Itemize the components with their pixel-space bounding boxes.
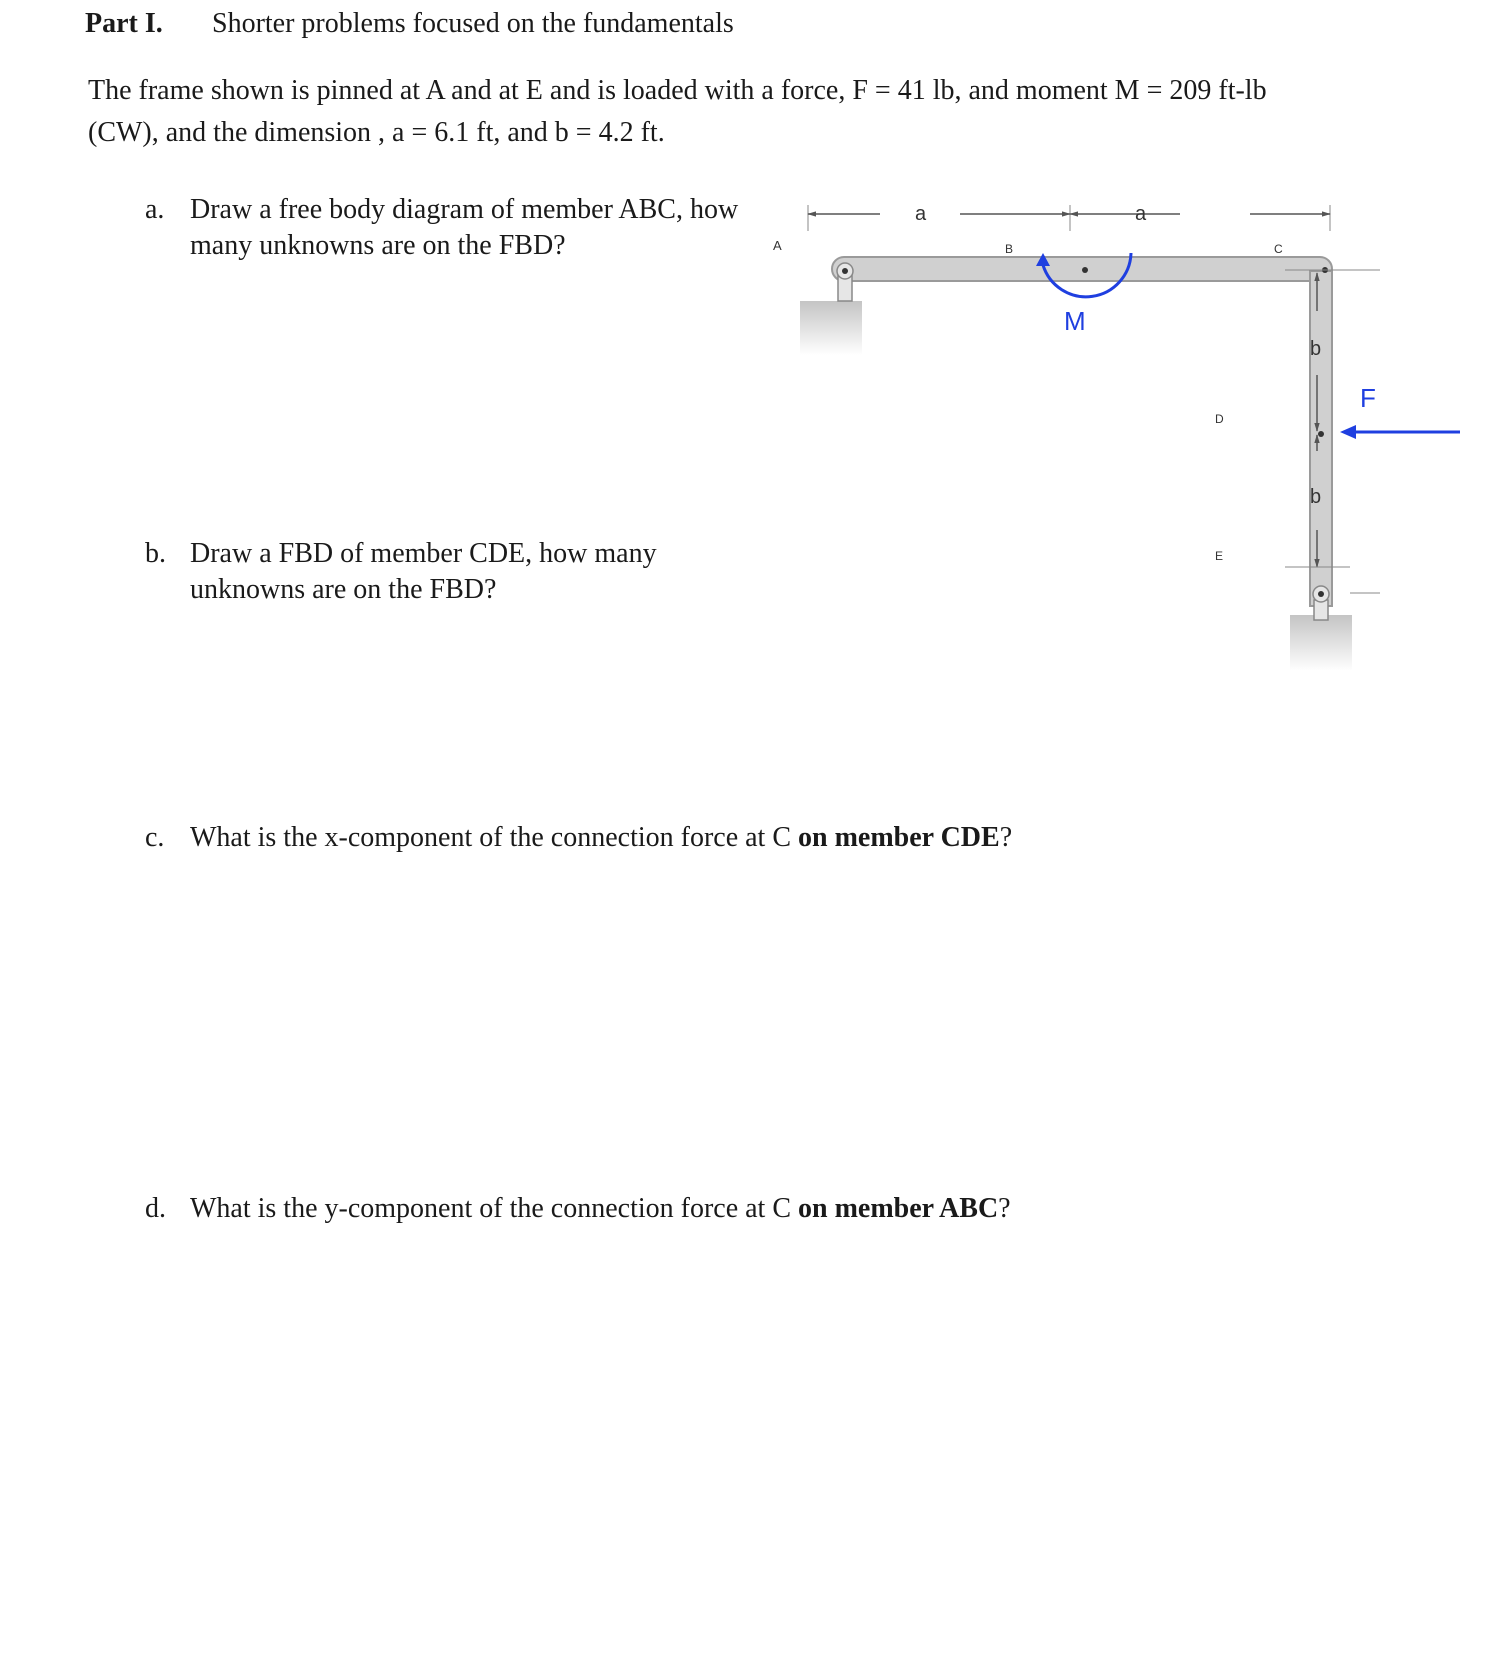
question-d-end: ?	[998, 1193, 1011, 1224]
question-c-text: What is the x-component of the connection force at C	[190, 822, 799, 853]
question-d-bold: on member ABC	[798, 1193, 999, 1224]
label-E: E	[1215, 549, 1224, 563]
pin-e-bracket	[1314, 600, 1328, 620]
question-a-letter: a.	[145, 194, 165, 225]
problem-statement-line-2: (CW), and the dimension , a = 6.1 ft, and b = 4.2 ft.	[88, 117, 665, 148]
question-a-line-1: Draw a free body diagram of member ABC, how	[190, 194, 739, 225]
label-D: D	[1215, 412, 1224, 426]
problem-statement	[88, 70, 1267, 154]
support-a	[800, 301, 862, 355]
member-abc	[832, 257, 1332, 281]
question-b-line-1: Draw a FBD of member CDE, how many	[190, 538, 657, 569]
frame-diagram	[773, 195, 1475, 675]
question-c-bold: on member CDE	[798, 822, 1000, 853]
label-F: F	[1360, 383, 1376, 413]
label-b-1: b	[1310, 338, 1322, 360]
label-M: M	[1064, 306, 1086, 336]
label-a-2: a	[1135, 203, 1147, 225]
question-c-end: ?	[999, 822, 1013, 853]
question-d-letter: d.	[145, 1193, 166, 1224]
force-f-arrowhead	[1340, 425, 1356, 439]
question-b-letter: b.	[145, 538, 166, 569]
member-cde	[1310, 271, 1332, 606]
question-c-letter: c.	[145, 822, 165, 853]
part-label: Part I.	[85, 8, 163, 39]
question-c	[190, 820, 1012, 856]
label-B: B	[1005, 242, 1014, 256]
point-b	[1082, 267, 1088, 273]
question-d	[190, 1191, 1011, 1227]
pin-e-center	[1318, 591, 1324, 597]
pin-a-center	[842, 268, 848, 274]
label-a-1: a	[915, 203, 927, 225]
question-d-text: What is the y-component of the connection force at C	[190, 1193, 799, 1224]
question-a	[190, 192, 738, 264]
support-e	[1290, 615, 1352, 671]
question-b	[190, 536, 657, 608]
label-C: C	[1274, 242, 1283, 256]
label-A: A	[773, 238, 782, 253]
problem-statement-line-1: The frame shown is pinned at A and at E and is loaded with a force, F = 41 lb, and moment M = 209 ft-lb	[88, 75, 1267, 106]
label-b-2: b	[1310, 486, 1322, 508]
question-a-line-2: many unknowns are on the FBD?	[190, 230, 566, 261]
question-b-line-2: unknowns are on the FBD?	[190, 574, 497, 605]
part-title: Shorter problems focused on the fundamentals	[212, 8, 734, 39]
point-d	[1318, 431, 1324, 437]
